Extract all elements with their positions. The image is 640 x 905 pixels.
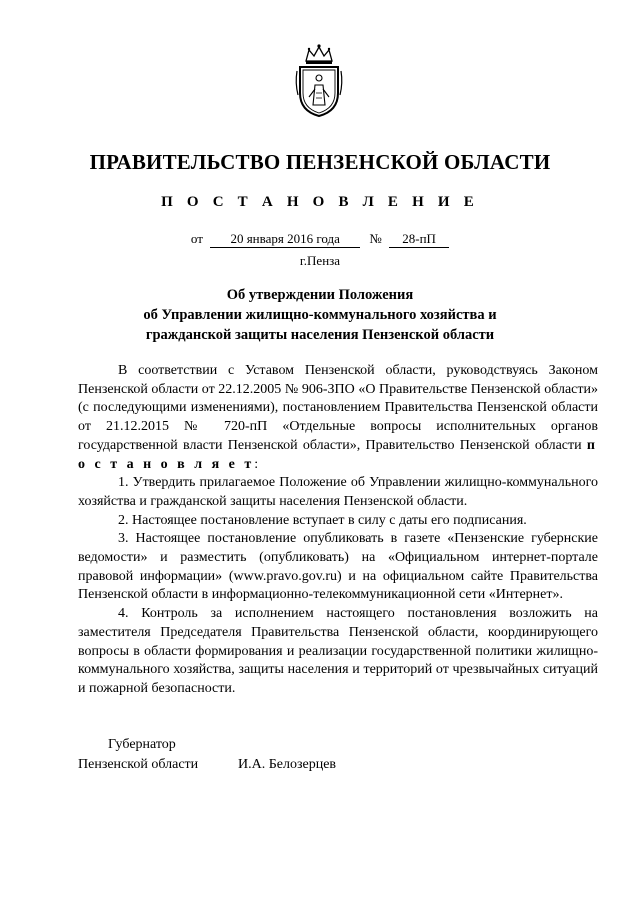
subject-line: гражданской защиты населения Пензенской области — [145, 327, 495, 343]
document-subject — [60, 285, 580, 345]
document-type: П О С Т А Н О В Л Е Н И Е — [161, 194, 479, 210]
document-body — [78, 362, 598, 699]
preamble-text: В соответствии с Уставом Пензенской области, руководствуясь Законом Пензенской области от 22.12.2005 № 906-ЗПО «О Правительстве Пензенской области» (с последующими изменениями), постановлением Правительства Пензенской области от 21.12.2015 № 720-пП «Отдельные вопросы исполнительных органов государственной власти Пензенской области», Правительство Пензенской области — [78, 363, 598, 453]
date-prefix: от — [190, 231, 203, 246]
subject-line: об Управлении жилищно-коммунального хозяйства и — [143, 307, 497, 323]
document-date: 20 января 2016 года — [210, 231, 360, 248]
government-title: ПРАВИТЕЛЬСТВО ПЕНЗЕНСКОЙ ОБЛАСТИ — [89, 150, 551, 174]
clause-1: 1. Утвердить прилагаемое Положение об Управлении жилищно-коммунального хозяйства и гражданской защиты населения Пензенской области. — [78, 475, 598, 509]
clause-2: 2. Настоящее постановление вступает в силу с даты его подписания. — [118, 512, 527, 528]
subject-line: Об утверждении Положения — [226, 287, 414, 303]
clause-4: 4. Контроль за исполнением настоящего постановления возложить на заместителя Председателя Правительства Пензенской области, координирующего вопросы в области формирования и реализации государственной политики жилищно-коммунального хозяйства, защиты населения и территорий от чрезвычайных ситуаций и пожарной безопасности. — [78, 606, 598, 696]
signature-block — [78, 735, 378, 775]
penza-region-coat-of-arms-icon — [294, 43, 344, 118]
document-number: 28-пП — [389, 231, 449, 248]
resolves-colon: : — [254, 456, 259, 472]
signatory-name: И.А. Белозерцев — [238, 757, 337, 772]
number-prefix: № — [369, 231, 382, 246]
signatory-title-line1: Губернатор — [108, 737, 176, 752]
resolves-word: п о с т а н о в л я е т — [78, 437, 598, 472]
preamble-paragraph — [78, 362, 598, 474]
signatory-title-line2: Пензенской области — [78, 757, 199, 772]
city: г.Пенза — [299, 253, 341, 268]
date-number-line — [0, 231, 640, 248]
clause-3: 3. Настоящее постановление опубликовать в газете «Пензенские губернские ведомости» и разместить (опубликовать) на «Официальном интернет-портале правовой информации» (www.pravo.gov.ru) и на официальном сайте Правительства Пензенской области в информационно-телекоммуникационной сети «Интернет». — [78, 531, 598, 603]
